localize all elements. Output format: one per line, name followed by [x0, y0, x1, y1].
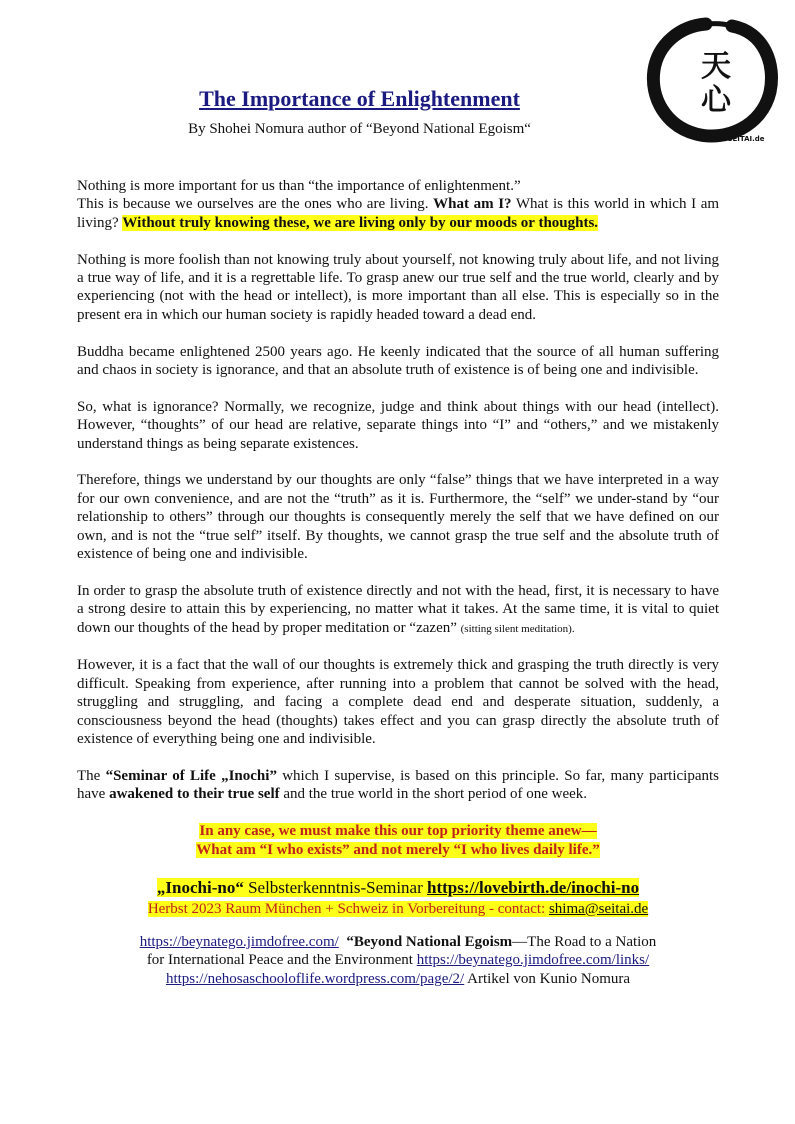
p8-e: and the true world in the short period of one week.	[279, 786, 588, 803]
byline: By Shohei Nomura author of “Beyond National Egoism“	[188, 121, 531, 137]
seminar-name: „Inochi-no“	[156, 877, 244, 897]
p1-line2c: What is this world in which I am living?	[77, 196, 720, 231]
footer-links	[77, 933, 719, 988]
paragraph-4: So, what is ignorance? Normally, we recognize, judge and think about things with our head (intellect). However, “thoughts” of our head are relative, separate things into “I” and “others,” and we mistakenly understand things as being separate existences.	[77, 398, 719, 452]
p6-main: In order to grasp the absolute truth of existence directly and not with the head, first, it is necessary to have a strong desire to attain this by experiencing, no matter what it takes. At the same time, it is vital to quiet down our thoughts of the head by proper meditation or “zazen”	[77, 582, 719, 636]
p6-small-note: (sitting silent meditation).	[460, 622, 575, 635]
footer-link-1[interactable]: https://beynatego.jimdofree.com/	[139, 933, 339, 950]
paragraph-2: Nothing is more foolish than not knowing truly about yourself, not knowing truly about life, and not living a true way of life, and it is a regrettable life. To grasp anew our true self and the true world, clearly and by experiencing (not with the head or intellect), is more important than all else. This is especially so in the present era in which our human society is rapidly headed toward a dead end.	[77, 251, 719, 323]
logo-caption: SEITAI.de	[727, 135, 765, 143]
paragraph-5: Therefore, things we understand by our thoughts are only “false” things that we have interpreted in a way for our own convenience, and are not the “truth” as it is. Furthermore, the “self” we under-stand by “our relationship to others” through our thoughts is consequently merely the self that we have defined on our own, and is not the “true self” itself. By thoughts, we cannot grasp the true self and the absolute truth of existence of being one and indivisible.	[77, 472, 719, 563]
paragraph-8	[77, 767, 719, 804]
callout-line2: What am “I who exists” and not merely “I who lives daily life.”	[196, 841, 600, 858]
footer-link-3[interactable]: https://nehosaschooloflife.wordpress.com/page/2/	[165, 970, 465, 987]
seminar-desc: Selbsterkenntnis-Seminar	[243, 877, 428, 897]
paragraph-3: Buddha became enlightened 2500 years ago. He keenly indicated that the source of all human suffering and chaos in society is ignorance, and that an absolute truth of existence is of being one and indivisible.	[77, 343, 719, 379]
seminar-url-link[interactable]: https://lovebirth.de/inochi-no	[427, 877, 640, 897]
paragraph-1	[77, 177, 719, 232]
seminar-block	[77, 877, 719, 919]
seminar-subline: Herbst 2023 Raum München + Schweiz in Vorbereitung - contact:	[147, 900, 549, 917]
seminar-email-link[interactable]: shima@seitai.de	[548, 900, 649, 917]
footer-book-title: “Beyond National Egoism	[346, 933, 513, 950]
p1-line2a: This is because we ourselves are the ones who are living.	[77, 196, 434, 213]
logo-glyph-top: 天	[701, 49, 731, 84]
p1-question: What am I?	[433, 196, 512, 213]
paragraph-7: However, it is a fact that the wall of our thoughts is extremely thick and grasping the truth directly is very difficult. Speaking from experience, after running into a problem that cannot be solved with the head, struggling and struggling, and facing a complete dead end and desperate situation, suddenly, a consciousness beyond the head (thoughts) takes effect and you can grasp directly the absolute truth of existence of everything being one and indivisible.	[77, 657, 719, 748]
footer-link-2[interactable]: https://beynatego.jimdofree.com/links/	[416, 952, 650, 969]
p8-c: which I supervise, is based on this principle. So far, many participants have	[77, 767, 720, 803]
p8-true-self: awakened to their true self	[109, 786, 280, 803]
page-title: The Importance of Enlightenment	[199, 86, 520, 111]
p1-line1: Nothing is more important for us than “the importance of enlightenment.”	[77, 178, 521, 194]
article-body	[77, 177, 719, 1007]
paragraph-6	[77, 582, 719, 638]
logo-glyph-bottom: 心	[701, 83, 731, 118]
footer-line3-rest: Artikel von Kunio Nomura	[464, 970, 631, 987]
footer-book-rest: —The Road to a Nation	[512, 933, 657, 950]
callout	[77, 822, 719, 859]
p8-seminar-name: “Seminar of Life „Inochi”	[105, 767, 277, 784]
callout-line1: In any case, we must make this our top priority theme anew—	[199, 823, 597, 840]
p1-highlight: Without truly knowing these, we are living only by our moods or thoughts.	[122, 214, 599, 231]
footer-line2: for International Peace and the Environment	[146, 952, 417, 969]
p8-a: The	[77, 767, 106, 784]
